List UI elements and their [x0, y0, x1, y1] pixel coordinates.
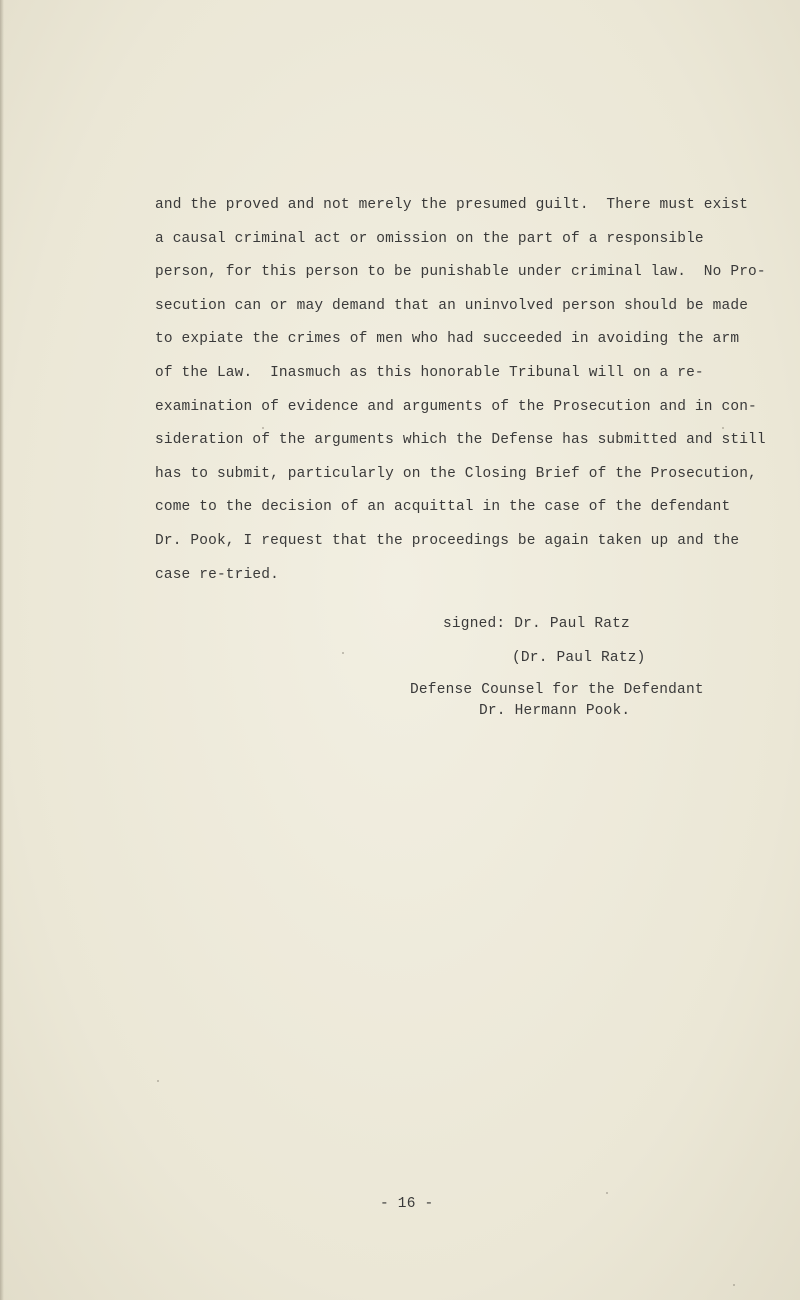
body-line: and the proved and not merely the presumed guilt. There must exist — [155, 197, 749, 213]
body-line: sideration of the arguments which the Defense has submitted and still — [155, 432, 766, 449]
page-edge-shadow — [0, 0, 4, 1300]
signature-signed-line: signed: Dr. Paul Ratz — [443, 616, 630, 632]
body-line: Dr. Pook, I request that the proceedings be again taken up and the — [155, 532, 740, 549]
body-line: person, for this person to be punishable under criminal law. No Pro- — [155, 264, 766, 281]
paper-speck — [722, 427, 724, 429]
page-number: - 16 - — [380, 1196, 434, 1212]
body-line: examination of evidence and arguments of the Prosecution and in con- — [155, 398, 757, 415]
body-line: case re-tried. — [155, 566, 279, 583]
paper-speck — [733, 1284, 735, 1286]
signature-role-line-2: Dr. Hermann Pook. — [479, 703, 631, 719]
paper-speck — [342, 652, 344, 654]
signature-name: (Dr. Paul Ratz) — [512, 650, 646, 666]
body-line: of the Law. Inasmuch as this honorable Tribunal will on a re- — [155, 364, 704, 381]
body-line: secution can or may demand that an uninvolved person should be made — [155, 297, 749, 314]
body-line: come to the decision of an acquittal in the case of the defendant — [155, 499, 731, 516]
paper-speck — [262, 427, 264, 429]
signature-role-line-1: Defense Counsel for the Defendant — [410, 682, 704, 698]
paper-speck — [606, 1192, 608, 1194]
body-line: to expiate the crimes of men who had succeeded in avoiding the arm — [155, 331, 740, 348]
body-line: has to submit, particularly on the Closing Brief of the Prosecution, — [155, 465, 757, 482]
body-line: a causal criminal act or omission on the part of a responsible — [155, 230, 704, 247]
paper-speck — [157, 1080, 159, 1082]
body-paragraph — [155, 194, 766, 597]
